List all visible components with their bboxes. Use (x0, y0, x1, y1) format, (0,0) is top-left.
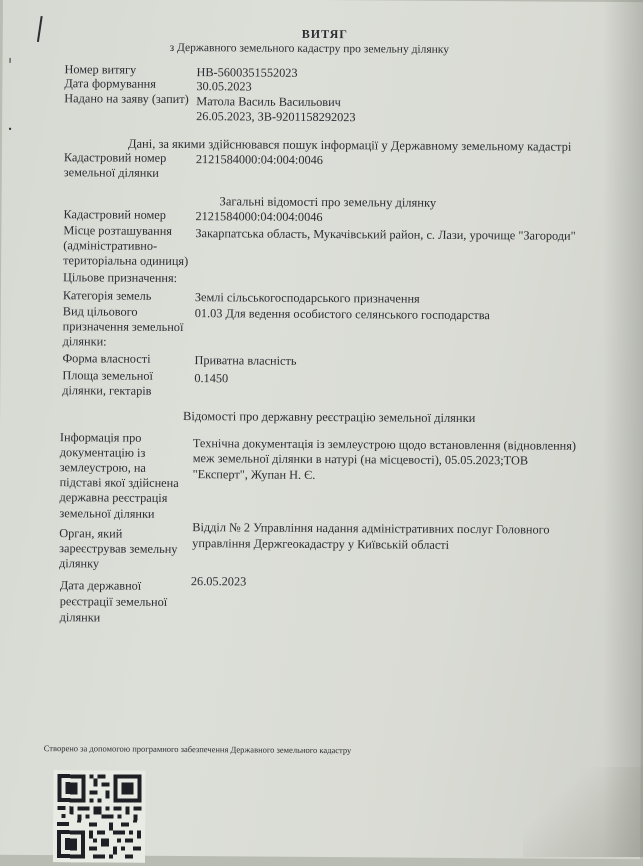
search-section-heading: Дані, за якими здійснювався пошук інформації у Державному земельному кадастрі (127, 136, 572, 154)
cadastral-number-label: Кадастровий номер (63, 207, 166, 222)
search-cadastral-label-line1: Кадастровий номер (63, 150, 167, 165)
document-title: ВИТЯГ (301, 26, 348, 42)
search-cadastral-value: 2121584000:04:004:0046 (195, 152, 324, 168)
purpose-type-label-line1: Вид цільового (62, 304, 138, 319)
document-subtitle: з Державного земельного кадастру про земельну ділянку (169, 41, 450, 56)
page-corner-shadow (523, 767, 643, 857)
location-label-line1: Місце розташування (63, 223, 173, 238)
footer-software-note: Створено за допомогою програмного забезпечення Державного земельного кадастру (43, 743, 352, 756)
pen-mark (37, 16, 43, 42)
location-value: Закарпатська область, Мукачівський район, с. Лази, урочище "Загороди" (195, 226, 576, 243)
extract-number-value: НВ-5600351552023 (196, 65, 298, 80)
docs-label-line4: підставі якої здійснена (59, 475, 179, 491)
docs-label-line1: Інформація про (59, 430, 142, 445)
reg-body-value-line1: Відділ № 2 Управління надання адміністративних послуг Головного (192, 520, 550, 537)
area-label-line1: Площа земельної (62, 368, 154, 383)
ownership-label: Форма власності (62, 351, 151, 366)
request-applicant-value: Матола Василь Васильович (196, 94, 341, 110)
registration-section-heading: Відомості про державну реєстрацію земельної ділянки (183, 409, 476, 426)
area-label-line2: ділянки, гектарів (62, 383, 152, 398)
reg-body-label-line3: ділянку (59, 556, 100, 571)
request-date-number-value: 26.05.2023, ЗВ-9201158292023 (196, 109, 356, 125)
purpose-type-value: 01.03 Для ведення особистого селянського господарства (194, 306, 490, 323)
reg-date-value: 26.05.2023 (190, 574, 247, 589)
search-cadastral-label-line2: земельної ділянки (63, 165, 159, 180)
page-edge-shadow (603, 0, 643, 857)
location-label-line2: (адміністративно- (63, 238, 158, 253)
reg-body-value-line2: управління Держгеокадастру у Київській області (192, 536, 450, 552)
docs-value-line3: "Експерт", Жупан Н. Є. (192, 467, 316, 482)
edge-mark (9, 128, 11, 130)
docs-value-line2: меж земельної ділянки в натурі (на місцевості), 05.05.2023;ТОВ (192, 451, 529, 468)
area-value: 0.1450 (194, 371, 229, 386)
docs-label-line2: документацію із (59, 445, 146, 460)
qr-code (53, 770, 146, 863)
purpose-type-label-line3: ділянки: (62, 334, 107, 349)
reg-date-label-line3: ділянки (59, 610, 101, 625)
reg-body-label-line1: Орган, який (59, 526, 123, 541)
general-section-heading: Загальні відомості про земельну ділянку (219, 194, 437, 210)
reg-date-label-line2: реєстрації земельної (59, 594, 168, 609)
formation-date-label: Дата формування (64, 76, 156, 91)
request-label: Надано на заяву (запит) (64, 91, 189, 107)
purpose-type-label-line2: призначення земельної (62, 319, 184, 335)
docs-value-line1: Технічна документація із землеустрою щодо встановлення (відновлення) (192, 436, 577, 453)
purpose-label: Цільове призначення: (63, 270, 178, 285)
docs-label-line3: землеустрою, на (59, 460, 146, 475)
docs-label-line6: земельної ділянки (59, 506, 155, 521)
extract-number-label: Номер витягу (64, 62, 137, 77)
reg-body-label-line2: зареєстрував земельну (59, 541, 178, 556)
cadastral-number-value: 2121584000:04:004:0046 (195, 209, 323, 225)
reg-date-label-line1: Дата державної (59, 578, 142, 593)
land-category-value: Землі сільськогосподарського призначення (194, 290, 420, 306)
formation-date-value: 30.05.2023 (196, 79, 252, 94)
location-label-line3: територіальна одиниця) (63, 253, 189, 269)
docs-label-line5: державна реєстрація (59, 490, 168, 505)
edge-mark (10, 58, 11, 63)
land-category-label: Категорія земель (62, 288, 152, 303)
ownership-value: Приватна власність (194, 353, 297, 368)
